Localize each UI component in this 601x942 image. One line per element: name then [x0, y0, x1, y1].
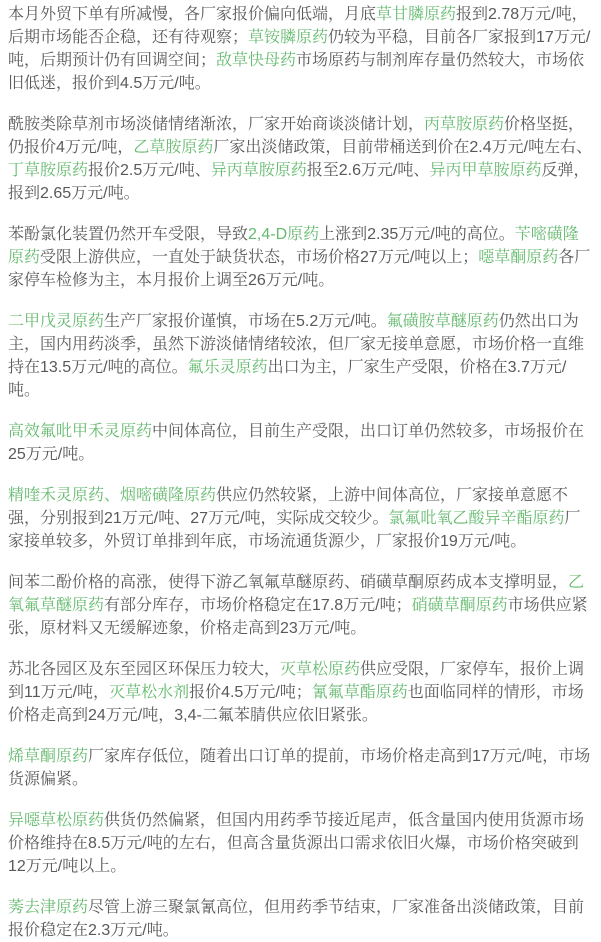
product-keyword: 精喹禾灵原药、烟嘧磺隆原药: [8, 487, 217, 504]
body-text: 供应受限，厂家停车，报价上调到11万元/吨，: [8, 661, 585, 701]
product-keyword: 敌草快母药: [216, 52, 297, 69]
paragraph: [8, 3, 593, 95]
paragraph: [8, 658, 593, 727]
body-text: 苯酚氯化装置仍然开车受限，导致: [8, 226, 249, 243]
body-text: 厂家接单较多，外贸订单排到年底，市场流通货源少，厂家报价19万元/吨。: [8, 510, 581, 550]
product-keyword: 烯草酮原药: [8, 748, 89, 765]
body-text: 仍然出口为主，国内用药淡季，虽然下游淡储情绪较浓，但厂家无接单意愿，市场价格一直维持在13.5万元/吨的高位。: [8, 313, 585, 376]
product-keyword: 噁草酮原药: [478, 249, 559, 266]
body-text: 苏北各园区及东至园区环保压力较大，: [8, 661, 281, 678]
product-keyword: 二甲戊灵原药: [8, 313, 105, 330]
body-text: 报价4.5万元/吨；: [189, 684, 312, 701]
product-keyword: 异噁草松原药: [8, 812, 105, 829]
product-keyword: 氯氟吡氧乙酸异辛酯原药: [388, 510, 565, 527]
product-keyword: 氟乐灵原药: [187, 359, 268, 376]
body-text: 本月外贸下单有所减慢，各厂家报价偏向低端，月底: [8, 6, 377, 23]
product-keyword: 氟磺胺草醚原药: [386, 313, 499, 330]
product-keyword: 灭草松水剂: [109, 684, 190, 701]
product-keyword: 乙氧氟草醚原药: [8, 574, 585, 614]
body-text: 出口为主，厂家生产受限，价格在3.7万元/吨。: [8, 359, 567, 399]
body-text: 各厂家停车检修为主，本月报价上调至26万元/吨。: [8, 249, 591, 289]
product-keyword: 莠去津原药: [8, 899, 89, 916]
body-text: 尽管上游三聚氯氰高位，但用药季节结束，厂家准备出淡储政策，目前报价稳定在2.3万元/吨。: [8, 899, 585, 939]
body-text: 供货仍然偏紧，但国内用药季节接近尾声，低含量国内使用货源市场价格维持在8.5万元/吨的左右，但高含量货源出口需求依旧火爆，市场价格突破到12万元/吨以上。: [8, 812, 585, 875]
product-keyword: 丙草胺原药: [424, 116, 505, 133]
paragraph: [8, 310, 593, 402]
body-text: 反弹，报到2.65万元/吨。: [8, 162, 590, 202]
body-text: 酰胺类除草剂市场淡储情绪渐浓，厂家开始商谈淡储计划，: [8, 116, 425, 133]
product-keyword: 硝磺草酮原药: [411, 597, 508, 614]
body-text: 市场供应紧张，原材料又无缓解迹象，价格走高到23万元/吨。: [8, 597, 588, 637]
product-keyword: 草甘膦原药: [376, 6, 457, 23]
body-text: 厂家库存低位，随着出口订单的提前，市场价格走高到17万元/吨，市场货源偏紧。: [8, 748, 591, 788]
product-keyword: 草铵膦原药: [248, 29, 329, 46]
body-text: 受限上游供应，一直处于缺货状态，市场价格27万元/吨以上；: [40, 249, 479, 266]
product-keyword: 灭草松原药: [280, 661, 361, 678]
product-keyword: 氰氟草酯原药: [311, 684, 408, 701]
body-text: 报价2.5万元/吨、: [88, 162, 211, 179]
product-keyword: 异丙甲草胺原药: [429, 162, 542, 179]
paragraph: [8, 420, 593, 466]
body-text: 生产厂家报价谨慎，市场在5.2万元/吨。: [104, 313, 387, 330]
paragraph: [8, 571, 593, 640]
paragraph: [8, 745, 593, 791]
body-text: 厂家出淡储政策，目前带桶送到价在2.4万元/吨左右、: [213, 139, 593, 156]
body-text: 上涨到2.35万元/吨的高位。: [319, 226, 515, 243]
paragraph: [8, 113, 593, 205]
paragraph: [8, 223, 593, 292]
body-text: 中间体高位，目前生产受限，出口订单仍然较多，市场报价在25万元/吨。: [8, 423, 585, 463]
body-text: 价格坚挺，仍报价4万元/吨，: [8, 116, 585, 156]
body-text: 有部分库存，市场价格稳定在17.8万元/吨；: [104, 597, 412, 614]
body-text: 间苯二酚价格的高涨，使得下游乙氧氟草醚原药、硝磺草酮原药成本支撑明显，: [8, 574, 569, 591]
product-keyword: 异丙草胺原药: [210, 162, 307, 179]
product-keyword: 2,4-D原药: [248, 226, 320, 243]
body-text: 市场原药与制剂库存量仍然较大，市场依旧低迷，报价到4.5万元/吨。: [8, 52, 585, 92]
product-keyword: 丁草胺原药: [8, 162, 89, 179]
product-keyword: 高效氟吡甲禾灵原药: [8, 423, 153, 440]
body-text: 仍较为平稳，目前各厂家报到17万元/吨，后期预计仍有回调空间；: [8, 29, 591, 69]
paragraph: [8, 484, 593, 553]
body-text: 也面临同样的情形，市场价格走高到24万元/吨，3,4-二氟苯腈供应依旧紧张。: [8, 684, 584, 724]
paragraph: [8, 809, 593, 878]
product-keyword: 乙草胺原药: [133, 139, 214, 156]
body-text: 报到2.78万元/吨，后期市场能否企稳，还有待观察；: [8, 6, 588, 46]
body-text: 报至2.6万元/吨、: [306, 162, 430, 179]
product-keyword: 苄嘧磺隆原药: [8, 226, 579, 266]
paragraph: [8, 896, 593, 942]
body-text: 供应仍然较紧，上游中间体高位，厂家接单意愿不强，分别报到21万元/吨、27万元/吨，实际成交较少。: [8, 487, 569, 527]
